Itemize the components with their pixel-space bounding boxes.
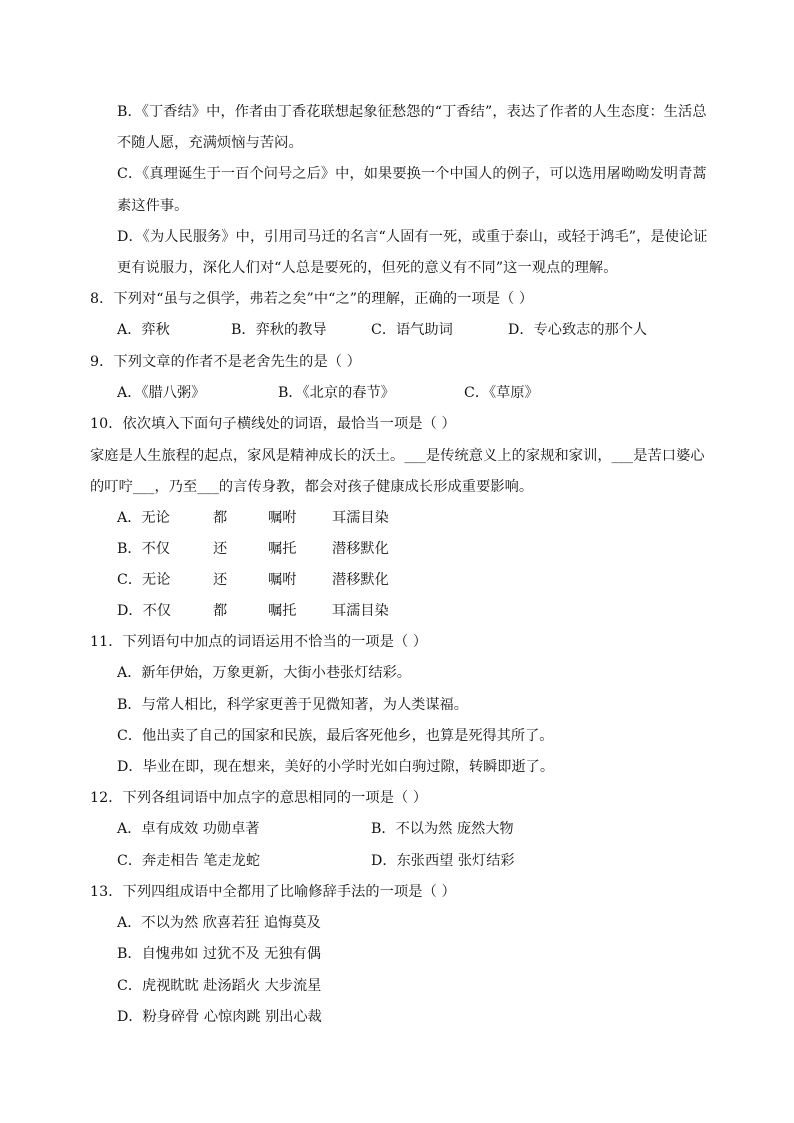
q10-option-b-word4: 潜移默化 xyxy=(332,541,389,557)
q10-option-d-word1: D．不仅 xyxy=(117,603,171,619)
q12-stem: 12．下列各组词语中加点字的意思相同的一项是（ ） xyxy=(90,790,428,806)
option-b-line1: B．《丁香结》中，作者由丁香花联想起象征愁怨的“丁香结”，表达了作者的人生态度：生活总 xyxy=(117,104,707,120)
q12-option-b: B．不以为然 庞然大物 xyxy=(371,821,514,837)
q12-option-c: C．奔走相告 笔走龙蛇 xyxy=(117,853,261,869)
option-c-line1: C．《真理诞生于一百个问号之后》中，如果要换一个中国人的例子，可以选用屠呦呦发明青蒿 xyxy=(117,166,707,182)
q12-option-a: A．卓有成效 功勋卓著 xyxy=(117,821,260,837)
q11-option-b: B．与常人相比，科学家更善于见微知著，为人类谋福。 xyxy=(117,697,468,713)
q10-option-d-word3: 嘱托 xyxy=(268,603,297,619)
option-d-line2: 更有说服力，深化人们对“人总是要死的，但死的意义有不同”这一观点的理解。 xyxy=(117,260,618,276)
q10-option-c-word1: C．无论 xyxy=(117,572,171,588)
q8-option-c: C．语气助词 xyxy=(371,322,453,338)
q10-option-d-word4: 耳濡目染 xyxy=(332,603,389,619)
q9-stem: 9．下列文章的作者不是老舍先生的是（ ） xyxy=(90,354,361,370)
q10-option-b-word2: 还 xyxy=(213,541,228,557)
q13-option-c: C．虎视眈眈 赴汤蹈火 大步流星 xyxy=(117,978,322,994)
q10-option-c-word4: 潜移默化 xyxy=(332,572,389,588)
q10-option-b-word3: 嘱托 xyxy=(268,541,297,557)
option-b-line2: 不随人愿，充满烦恼与苦闷。 xyxy=(117,135,303,151)
q13-option-b: B．自愧弗如 过犹不及 无独有偶 xyxy=(117,946,321,962)
q8-option-d: D．专心致志的那个人 xyxy=(508,322,648,338)
q13-option-a: A．不以为然 欣喜若狂 追悔莫及 xyxy=(117,915,321,931)
q8-stem: 8．下列对“虽与之俱学，弗若之矣”中“之”的理解，正确的一项是（ ） xyxy=(90,291,534,307)
option-c-line2: 素这件事。 xyxy=(117,198,189,214)
q10-option-a-word2: 都 xyxy=(213,510,228,526)
option-d-line1: D．《为人民服务》中，引用司马迁的名言“人固有一死，或重于泰山，或轻于鸿毛”，是使论证 xyxy=(117,229,708,245)
q12-option-d: D．东张西望 张灯结彩 xyxy=(371,853,515,869)
q11-option-a: A．新年伊始，万象更新，大街小巷张灯结彩。 xyxy=(117,665,411,681)
q11-stem: 11．下列语句中加点的词语运用不恰当的一项是（ ） xyxy=(90,634,428,650)
q10-option-c-word2: 还 xyxy=(213,572,228,588)
q10-option-b-word1: B．不仅 xyxy=(117,541,170,557)
q10-stem: 10．依次填入下面句子横线处的词语，最恰当一项是（ ） xyxy=(90,416,456,432)
q13-option-d: D．粉身碎骨 心惊肉跳 别出心裁 xyxy=(117,1009,322,1025)
q10-option-a-word4: 耳濡目染 xyxy=(332,510,389,526)
q10-passage-line1: 家庭是人生旅程的起点，家风是精神成长的沃土。___是传统意义上的家规和家训，___是苦口婆心 xyxy=(90,448,705,464)
q11-option-d: D．毕业在即，现在想来，美好的小学时光如白驹过隙，转瞬即逝了。 xyxy=(117,759,555,775)
q9-option-c: C．《草原》 xyxy=(464,385,539,401)
q10-option-a-word1: A．无论 xyxy=(117,510,170,526)
q10-passage-line2: 的叮咛___，乃至___的言传身教，都会对孩子健康成长形成重要影响。 xyxy=(90,479,534,495)
q10-option-c-word3: 嘱咐 xyxy=(268,572,297,588)
q11-option-c: C．他出卖了自己的国家和民族，最后客死他乡，也算是死得其所了。 xyxy=(117,728,554,744)
q10-option-d-word2: 都 xyxy=(213,603,228,619)
q9-option-b: B．《北京的春节》 xyxy=(278,385,395,401)
q9-option-a: A．《腊八粥》 xyxy=(117,385,206,401)
q8-option-a: A．弈秋 xyxy=(117,322,170,338)
q8-option-b: B．弈秋的教导 xyxy=(231,322,327,338)
q10-option-a-word3: 嘱咐 xyxy=(268,510,297,526)
q13-stem: 13．下列四组成语中全都用了比喻修辞手法的一项是（ ） xyxy=(90,884,456,900)
